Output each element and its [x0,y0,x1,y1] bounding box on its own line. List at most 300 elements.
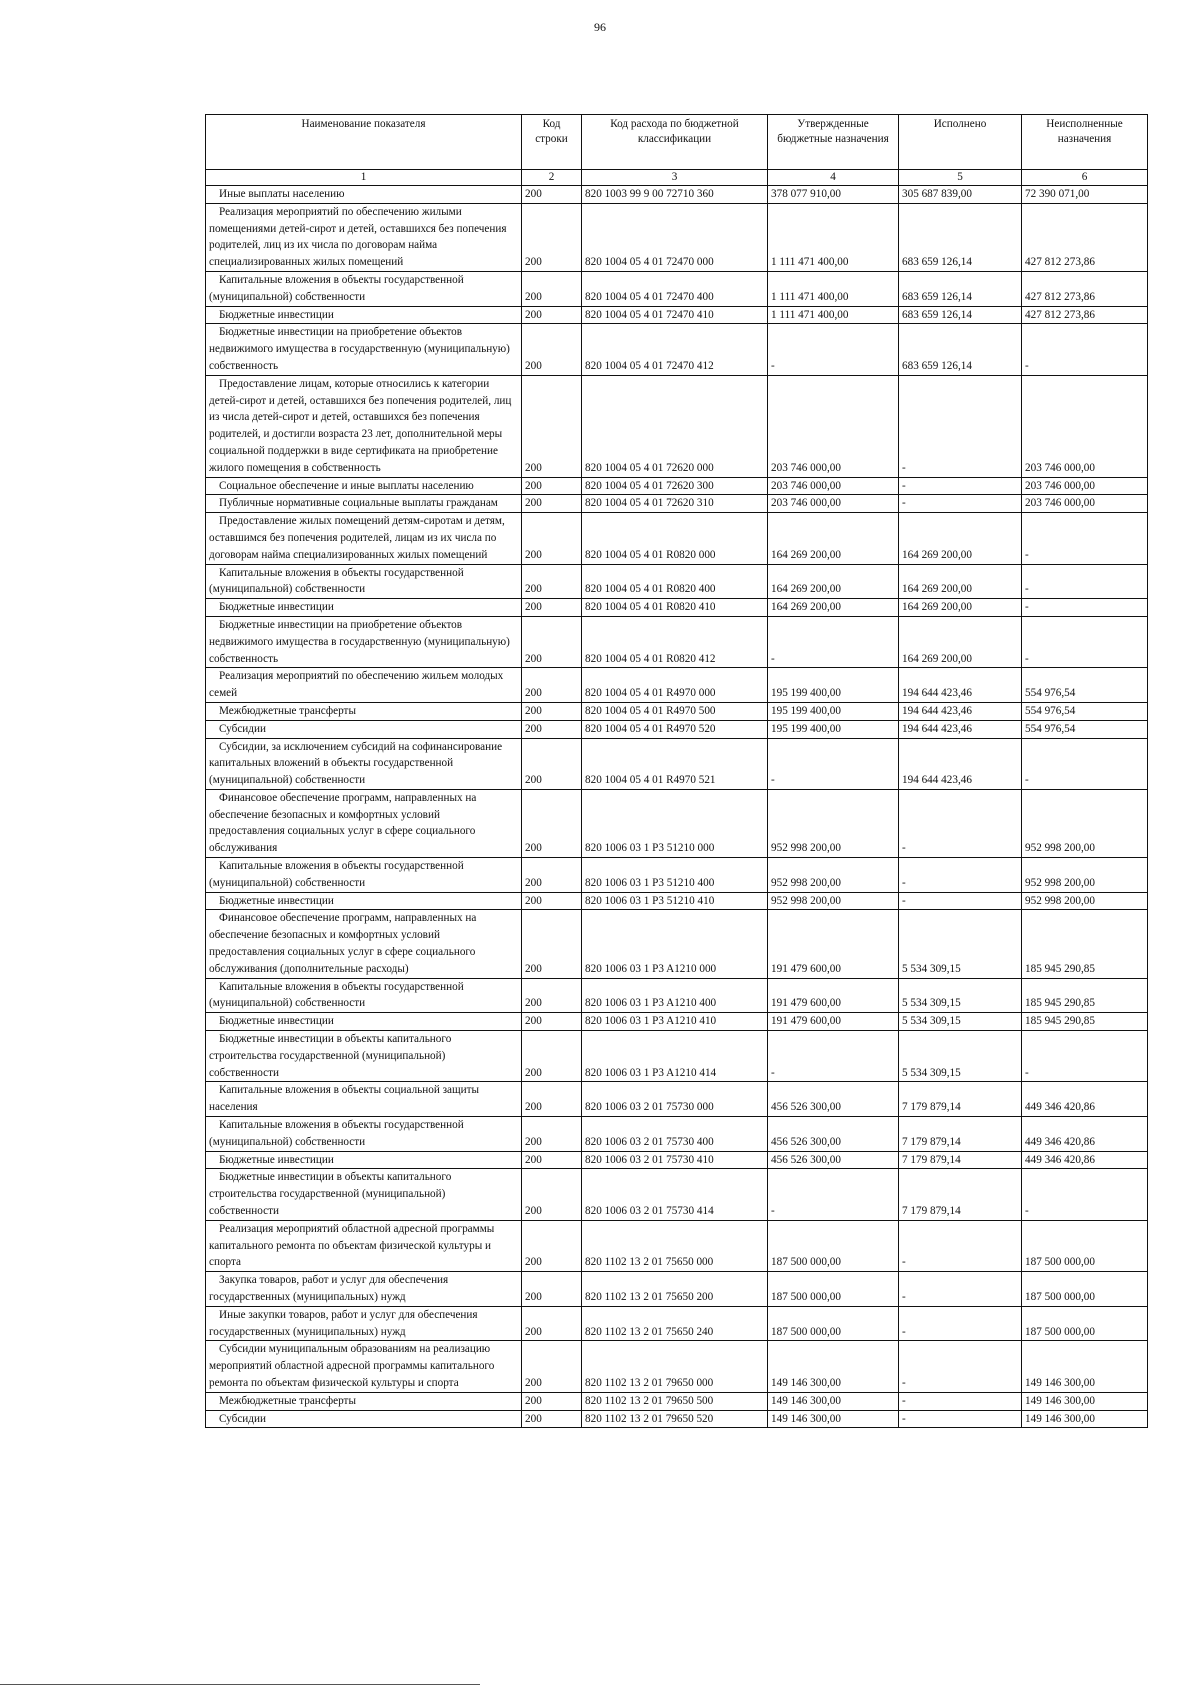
classification-code: 820 1006 03 1 P3 A1210 400 [585,997,717,1010]
unexecuted-amount-cell [1022,513,1148,564]
unexecuted-amount-cell [1022,1410,1148,1428]
classification-code: 820 1004 05 4 01 R4970 520 [585,722,716,735]
line-code-cell [522,720,582,738]
executed-amount: 194 644 423,46 [902,722,972,735]
approved-amount: 203 746 000,00 [771,479,841,492]
indicator-name: Межбюджетные трансферты [219,1394,356,1407]
unexecuted-amount: 449 346 420,86 [1025,1153,1095,1166]
line-code-cell [522,1341,582,1392]
approved-amount: 187 500 000,00 [771,1325,841,1338]
approved-amount: 203 746 000,00 [771,497,841,510]
executed-amount: 683 659 126,14 [902,359,972,372]
approved-amount-cell [768,1341,899,1392]
indicator-name-cell [206,599,522,617]
approved-amount: - [771,774,775,787]
unexecuted-amount-cell [1022,1341,1148,1392]
table-row [206,892,1148,910]
executed-amount-cell [899,668,1022,703]
executed-amount-cell [899,186,1022,204]
approved-amount-cell [768,564,899,599]
approved-amount: 195 199 400,00 [771,704,841,717]
approved-amount-cell [768,978,899,1013]
unexecuted-amount-cell [1022,858,1148,893]
unexecuted-amount: 149 146 300,00 [1025,1376,1095,1389]
line-code-cell [522,375,582,477]
line-code: 200 [525,497,542,510]
executed-amount: - [902,1412,906,1425]
classification-code-cell [582,789,768,857]
classification-code: 820 1004 05 4 01 72620 000 [585,461,714,474]
indicator-name: Финансовое обеспечение программ, направленных на обеспечение безопасных и комфортных условий предоставления социальных услуг в сфере социального обслуживания (дополнительные расходы) [209,912,477,975]
indicator-name-cell [206,702,522,720]
line-code: 200 [525,548,542,561]
unexecuted-amount: 952 998 200,00 [1025,842,1095,855]
unexecuted-amount-cell [1022,1392,1148,1410]
classification-code-cell [582,306,768,324]
approved-amount: 952 998 200,00 [771,894,841,907]
line-code: 200 [525,1376,542,1389]
indicator-name-cell [206,892,522,910]
table-row [206,1341,1148,1392]
executed-amount: 5 534 309,15 [902,962,961,975]
executed-amount: - [902,894,906,907]
approved-amount: 456 526 300,00 [771,1135,841,1148]
indicator-name: Капитальные вложения в объекты социальной защиты населения [209,1084,480,1114]
approved-amount-cell [768,495,899,513]
table-row [206,324,1148,375]
column-number: 4 [768,170,899,186]
line-code: 200 [525,1066,542,1079]
classification-code-cell [582,1220,768,1271]
line-code-cell [522,271,582,306]
line-code: 200 [525,704,542,717]
indicator-name-cell [206,306,522,324]
indicator-name-cell [206,910,522,978]
line-code: 200 [525,583,542,596]
executed-amount-cell [899,858,1022,893]
line-code-cell [522,1169,582,1220]
table-row [206,702,1148,720]
classification-code: 820 1006 03 1 P3 51210 000 [585,842,715,855]
executed-amount-cell [899,978,1022,1013]
indicator-name: Капитальные вложения в объекты государственной (муниципальной) собственности [209,566,464,596]
unexecuted-amount: 72 390 071,00 [1025,188,1090,200]
line-code: 200 [525,308,542,321]
indicator-name: Капитальные вложения в объекты государственной (муниципальной) собственности [209,1119,464,1148]
unexecuted-amount: 449 346 420,86 [1025,1101,1095,1114]
line-code-cell [522,324,582,375]
classification-code: 820 1006 03 1 P3 A1210 000 [585,962,717,975]
indicator-name-cell [206,1013,522,1031]
classification-code: 820 1004 05 4 01 R4970 500 [585,704,716,717]
executed-amount: - [902,1256,906,1269]
executed-amount-cell [899,616,1022,667]
executed-amount: 683 659 126,14 [902,308,972,321]
executed-amount: 7 179 879,14 [902,1153,961,1166]
executed-amount: - [902,876,906,889]
executed-amount-cell [899,1220,1022,1271]
unexecuted-amount-cell [1022,1013,1148,1031]
unexecuted-amount: - [1025,583,1029,596]
executed-amount: 305 687 839,00 [902,188,972,200]
approved-amount-cell [768,910,899,978]
line-code: 200 [525,997,542,1010]
unexecuted-amount-cell [1022,1306,1148,1341]
header-executed: Исполнено [899,115,1022,170]
indicator-name: Капитальные вложения в объекты государственной (муниципальной) собственности [209,273,464,303]
indicator-name: Межбюджетные трансферты [219,704,356,717]
line-code-cell [522,616,582,667]
approved-amount-cell [768,1151,899,1169]
approved-amount: 149 146 300,00 [771,1376,841,1389]
classification-code-cell [582,978,768,1013]
table-row [206,1013,1148,1031]
executed-amount-cell [899,513,1022,564]
line-code: 200 [525,359,542,372]
line-code: 200 [525,461,542,474]
indicator-name: Бюджетные инвестиции [219,308,334,321]
indicator-name: Реализация мероприятий по обеспечению жильем молодых семей [209,670,504,700]
approved-amount-cell [768,1392,899,1410]
indicator-name: Бюджетные инвестиции [219,1015,334,1028]
indicator-name: Социальное обеспечение и иные выплаты населению [219,479,474,492]
unexecuted-amount-cell [1022,1220,1148,1271]
indicator-name-cell [206,186,522,204]
line-code: 200 [525,1412,542,1425]
table-row [206,789,1148,857]
indicator-name-cell [206,978,522,1013]
line-code-cell [522,1272,582,1307]
approved-amount-cell [768,1117,899,1152]
indicator-name-cell [206,477,522,495]
unexecuted-amount-cell [1022,1272,1148,1307]
executed-amount: - [902,1394,906,1407]
line-code: 200 [525,1325,542,1338]
unexecuted-amount: - [1025,548,1029,561]
approved-amount-cell [768,1272,899,1307]
column-number: 5 [899,170,1022,186]
unexecuted-amount-cell [1022,978,1148,1013]
indicator-name: Капитальные вложения в объекты государственной (муниципальной) собственности [209,980,464,1010]
classification-code-cell [582,668,768,703]
classification-code: 820 1102 13 2 01 79650 500 [585,1394,714,1407]
classification-code-cell [582,858,768,893]
line-code: 200 [525,722,542,735]
approved-amount-cell [768,477,899,495]
classification-code: 820 1004 05 4 01 R0820 400 [585,583,716,596]
unexecuted-amount-cell [1022,477,1148,495]
unexecuted-amount: 952 998 200,00 [1025,876,1095,889]
table-row [206,1220,1148,1271]
line-code-cell [522,1306,582,1341]
classification-code-cell [582,1306,768,1341]
classification-code: 820 1102 13 2 01 79650 520 [585,1412,714,1425]
unexecuted-amount-cell [1022,306,1148,324]
classification-code: 820 1006 03 1 P3 51210 400 [585,876,715,889]
unexecuted-amount-cell [1022,495,1148,513]
approved-amount: 164 269 200,00 [771,601,841,614]
executed-amount: 5 534 309,15 [902,997,961,1010]
indicator-name: Бюджетные инвестиции в объекты капитального строительства государственной (муниципальной) собственности [209,1171,452,1218]
table-row [206,910,1148,978]
indicator-name-cell [206,720,522,738]
unexecuted-amount-cell [1022,910,1148,978]
line-code: 200 [525,894,542,907]
line-code-cell [522,495,582,513]
unexecuted-amount-cell [1022,599,1148,617]
page-bottom-rule [0,1684,480,1685]
classification-code: 820 1006 03 1 P3 51210 410 [585,894,715,907]
unexecuted-amount: - [1025,652,1029,665]
indicator-name-cell [206,668,522,703]
classification-code-cell [582,738,768,789]
indicator-name-cell [206,1220,522,1271]
table-row [206,513,1148,564]
table-row [206,1169,1148,1220]
classification-code-cell [582,1410,768,1428]
executed-amount-cell [899,375,1022,477]
unexecuted-amount-cell [1022,186,1148,204]
table-row [206,477,1148,495]
executed-amount: 164 269 200,00 [902,548,972,561]
classification-code-cell [582,271,768,306]
executed-amount: - [902,1376,906,1389]
unexecuted-amount: - [1025,359,1029,372]
executed-amount: 164 269 200,00 [902,652,972,665]
approved-amount: 164 269 200,00 [771,583,841,596]
executed-amount: 164 269 200,00 [902,583,972,596]
unexecuted-amount: 185 945 290,85 [1025,997,1095,1010]
line-code: 200 [525,188,542,200]
unexecuted-amount: - [1025,1205,1029,1218]
approved-amount: 149 146 300,00 [771,1394,841,1407]
indicator-name-cell [206,513,522,564]
approved-amount-cell [768,324,899,375]
line-code-cell [522,789,582,857]
table-row [206,306,1148,324]
approved-amount-cell [768,1169,899,1220]
classification-code: 820 1003 99 9 00 72710 360 [585,188,714,200]
unexecuted-amount: 187 500 000,00 [1025,1291,1095,1303]
table-row [206,978,1148,1013]
header-approved: Утвержденные бюджетные назначения [768,115,899,170]
approved-amount: 378 077 910,00 [771,188,841,200]
classification-code: 820 1004 05 4 01 R0820 412 [585,652,716,665]
executed-amount-cell [899,306,1022,324]
table-row [206,1117,1148,1152]
classification-code-cell [582,892,768,910]
executed-amount-cell [899,1306,1022,1341]
unexecuted-amount-cell [1022,375,1148,477]
approved-amount-cell [768,513,899,564]
unexecuted-amount-cell [1022,720,1148,738]
classification-code: 820 1102 13 2 01 75650 000 [585,1256,714,1269]
approved-amount: 1 111 471 400,00 [771,290,849,303]
indicator-name: Публичные нормативные социальные выплаты гражданам [219,497,498,510]
indicator-name-cell [206,1392,522,1410]
unexecuted-amount: - [1025,1066,1029,1079]
unexecuted-amount: 554 976,54 [1025,722,1076,735]
unexecuted-amount-cell [1022,203,1148,271]
indicator-name-cell [206,271,522,306]
table-row [206,616,1148,667]
column-number: 6 [1022,170,1148,186]
line-code: 200 [525,601,542,614]
line-code-cell [522,738,582,789]
approved-amount: 187 500 000,00 [771,1256,841,1269]
line-code: 200 [525,1291,542,1303]
unexecuted-amount: 203 746 000,00 [1025,497,1095,510]
line-code-cell [522,477,582,495]
approved-amount-cell [768,599,899,617]
unexecuted-amount-cell [1022,789,1148,857]
approved-amount: 1 111 471 400,00 [771,256,849,269]
table-row [206,668,1148,703]
approved-amount-cell [768,789,899,857]
indicator-name-cell [206,738,522,789]
line-code-cell [522,1151,582,1169]
classification-code: 820 1006 03 2 01 75730 400 [585,1135,714,1148]
line-code: 200 [525,876,542,889]
indicator-name: Субсидии [219,722,266,735]
unexecuted-amount: 149 146 300,00 [1025,1394,1095,1407]
line-code: 200 [525,1394,542,1407]
classification-code-cell [582,203,768,271]
classification-code-cell [582,1169,768,1220]
unexecuted-amount: - [1025,601,1029,614]
classification-code: 820 1004 05 4 01 72620 300 [585,479,714,492]
indicator-name: Бюджетные инвестиции на приобретение объектов недвижимого имущества в государственную (муниципальную) собственность [209,618,510,665]
indicator-name-cell [206,1151,522,1169]
unexecuted-amount-cell [1022,616,1148,667]
unexecuted-amount: 185 945 290,85 [1025,1015,1095,1028]
executed-amount: 164 269 200,00 [902,601,972,614]
indicator-name-cell [206,616,522,667]
line-code-cell [522,513,582,564]
indicator-name-cell [206,324,522,375]
classification-code-cell [582,599,768,617]
executed-amount-cell [899,1272,1022,1307]
classification-code: 820 1004 05 4 01 R4970 000 [585,687,716,700]
classification-code: 820 1006 03 1 P3 A1210 414 [585,1066,717,1079]
unexecuted-amount: - [1025,774,1029,787]
approved-amount-cell [768,203,899,271]
executed-amount-cell [899,1151,1022,1169]
indicator-name-cell [206,1272,522,1307]
approved-amount: - [771,359,775,372]
classification-code-cell [582,702,768,720]
line-code-cell [522,1013,582,1031]
approved-amount-cell [768,271,899,306]
unexecuted-amount-cell [1022,1082,1148,1117]
column-number-row [206,170,1148,186]
executed-amount: - [902,1291,906,1303]
approved-amount: 195 199 400,00 [771,687,841,700]
indicator-name: Реализация мероприятий по обеспечению жилыми помещениями детей-сирот и детей, оставшихся без попечения родителей, лиц из их числа по договорам найма специализированных жилых помещений [209,205,507,269]
executed-amount: 194 644 423,46 [902,704,972,717]
approved-amount: - [771,1205,775,1218]
executed-amount-cell [899,789,1022,857]
line-code-cell [522,910,582,978]
table-row [206,720,1148,738]
line-code-cell [522,599,582,617]
approved-amount-cell [768,892,899,910]
approved-amount: 203 746 000,00 [771,461,841,474]
indicator-name: Субсидии муниципальным образованиям на реализацию мероприятий областной адресной программы капитального ремонта по объектам физической культуры и спорта [209,1343,495,1389]
classification-code: 820 1006 03 1 P3 A1210 410 [585,1015,717,1028]
classification-code: 820 1006 03 2 01 75730 000 [585,1101,714,1114]
indicator-name-cell [206,1306,522,1341]
line-code: 200 [525,256,542,269]
approved-amount: 952 998 200,00 [771,842,841,855]
table-row [206,186,1148,204]
executed-amount-cell [899,1169,1022,1220]
table-row [206,1272,1148,1307]
classification-code: 820 1102 13 2 01 75650 200 [585,1291,714,1303]
unexecuted-amount: 187 500 000,00 [1025,1325,1095,1338]
header-row [206,115,1148,170]
table-row [206,1410,1148,1428]
table-row [206,203,1148,271]
budget-execution-table [205,114,1148,1428]
approved-amount-cell [768,702,899,720]
executed-amount-cell [899,1013,1022,1031]
unexecuted-amount: 427 812 273,86 [1025,256,1095,269]
table-body [206,186,1148,1428]
classification-code-cell [582,1013,768,1031]
line-code-cell [522,1117,582,1152]
indicator-name-cell [206,1117,522,1152]
executed-amount-cell [899,738,1022,789]
indicator-name: Бюджетные инвестиции на приобретение объектов недвижимого имущества в государственную (муниципальную) собственность [209,326,510,372]
line-code-cell [522,858,582,893]
line-code: 200 [525,962,542,975]
line-code-cell [522,1082,582,1117]
executed-amount-cell [899,1410,1022,1428]
indicator-name: Предоставление лицам, которые относились к категории детей-сирот и детей, оставшихся без попечения родителей, лиц из числа детей-сирот и детей, оставшихся без попечения родителей, и достигли возраста 23 лет, дополнительной меры социальной поддержки в виде сертификата на приобретение жилого помещения в собственность [209,377,512,474]
approved-amount-cell [768,1031,899,1082]
executed-amount-cell [899,1117,1022,1152]
unexecuted-amount-cell [1022,668,1148,703]
table-row [206,375,1148,477]
executed-amount-cell [899,324,1022,375]
executed-amount-cell [899,720,1022,738]
indicator-name-cell [206,1410,522,1428]
approved-amount: 191 479 600,00 [771,962,841,975]
approved-amount-cell [768,858,899,893]
line-code-cell [522,1392,582,1410]
indicator-name-cell [206,1341,522,1392]
approved-amount-cell [768,668,899,703]
line-code: 200 [525,1015,542,1028]
indicator-name: Субсидии [219,1412,266,1425]
line-code-cell [522,668,582,703]
classification-code: 820 1004 05 4 01 72620 310 [585,497,714,510]
approved-amount: 187 500 000,00 [771,1291,841,1303]
executed-amount-cell [899,477,1022,495]
approved-amount: 191 479 600,00 [771,1015,841,1028]
classification-code-cell [582,1341,768,1392]
executed-amount: - [902,497,906,510]
line-code: 200 [525,652,542,665]
line-code-cell [522,1410,582,1428]
executed-amount-cell [899,892,1022,910]
indicator-name-cell [206,495,522,513]
table-row [206,1306,1148,1341]
classification-code-cell [582,513,768,564]
executed-amount-cell [899,564,1022,599]
executed-amount: - [902,461,906,474]
